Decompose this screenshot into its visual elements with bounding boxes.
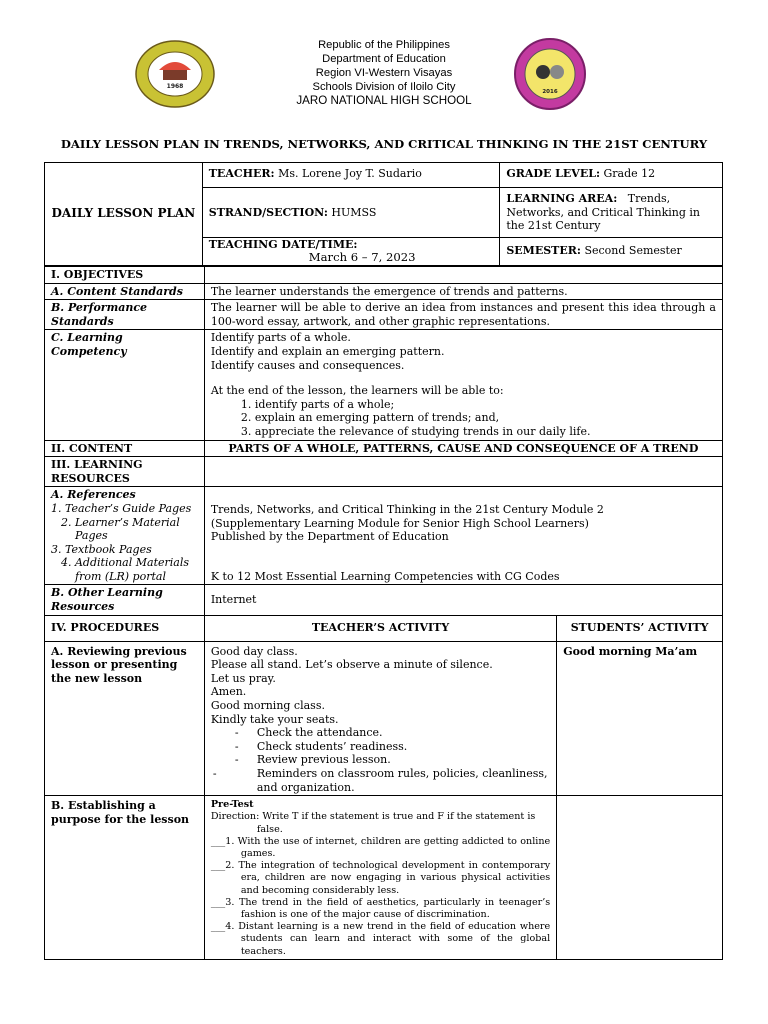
- procedure-b-teacher: Pre-Test Direction: Write T if the statement is true and F if the statement is false. ___1. With the use of internet, children are getting addicted to online games. ___2. The integration of technological development in contemporary era, children are now engaging in various physical activities and becoming considerably less. ___3. The trend in the field of aesthetics, particularly in teenager’s fashion is one of the major cause of discrimination. ___4. Distant learning is a new trend in the field of education where students can learn and interact with some of the global teachers.: [204, 796, 556, 960]
- pretest-item: ___3. The trend in the field of aesthetics, particularly in teenager’s fashion is one of the major cause of discrimination.: [210, 896, 551, 921]
- learning-competency-value: Identify parts of a whole. Identify and explain an emerging pattern. Identify causes and consequences. At the end of the lesson, the learners will be able to: 1. identify parts of a whole; 2. explain an emerging pattern of trends; and, 3. appreciate the relevance of studying trends in our daily life.: [204, 330, 722, 440]
- reference-item: 4. Additional Materials from (LR) portal: [61, 556, 190, 583]
- students-activity-header: STUDENTS’ ACTIVITY: [557, 615, 723, 641]
- lesson-info-table: [44, 162, 723, 266]
- svg-text:2016: 2016: [542, 89, 558, 95]
- procedure-b-label: B. Establishing a purpose for the lesson: [45, 796, 205, 960]
- teacher-cell: TEACHER: Ms. Lorene Joy T. Sudario: [202, 163, 500, 188]
- other-resources-label: B. Other Learning Resources: [45, 585, 205, 615]
- document-title: DAILY LESSON PLAN IN TRENDS, NETWORKS, AND CRITICAL THINKING IN THE 21ST CENTURY: [60, 137, 708, 151]
- procedure-a-students: Good morning Ma’am: [557, 641, 723, 796]
- letterhead-line: Republic of the Philippines: [318, 39, 450, 51]
- lesson-plan-table: [44, 266, 723, 960]
- objectives-empty: [204, 267, 722, 284]
- content-label: II. CONTENT: [45, 440, 205, 457]
- procedure-a-teacher: Good day class. Please all stand. Let’s observe a minute of silence. Let us pray. Amen. Good morning class. Kindly take your seats. - Check the attendance. - Check students’ readiness. - Review previous lesson. - Reminders on classroom rules, policies, cleanliness, and organization.: [204, 641, 556, 796]
- learning-competency-label: C. Learning Competency: [45, 330, 205, 440]
- letterhead-line: Schools Division of Iloilo City: [312, 81, 456, 93]
- dash-item: - Check students’ readiness.: [235, 740, 550, 754]
- letterhead-line: Department of Education: [322, 53, 446, 65]
- svg-text:1968: 1968: [166, 83, 184, 90]
- letterhead: [0, 38, 768, 108]
- objective-item: 3. appreciate the relevance of studying trends in our daily life.: [255, 425, 716, 439]
- procedure-b-students: [557, 796, 723, 960]
- learning-area-cell: LEARNING AREA: Trends, Networks, and Critical Thinking in the 21st Century: [500, 188, 723, 238]
- dash-item: - Review previous lesson.: [235, 753, 550, 767]
- procedure-a-label: A. Reviewing previous lesson or presenting the new lesson: [45, 641, 205, 796]
- letterhead-line: JARO NATIONAL HIGH SCHOOL: [296, 94, 472, 107]
- references-label-cell: A. References 1. Teacher’s Guide Pages 2. Learner’s Material Pages 3. Textbook Pages 4. Additional Materials from (LR) portal: [45, 487, 205, 585]
- performance-standards-label: B. Performance Standards: [45, 300, 205, 330]
- grade-cell: GRADE LEVEL: Grade 12: [500, 163, 723, 188]
- date-cell: TEACHING DATE/TIME: March 6 – 7, 2023: [202, 237, 500, 265]
- dlp-label: DAILY LESSON PLAN: [45, 163, 203, 266]
- objective-item: 1. identify parts of a whole;: [255, 398, 716, 412]
- pretest-item: ___2. The integration of technological development in contemporary era, children are now engaging in various physical activities and becoming considerably less.: [210, 860, 551, 896]
- strand-cell: STRAND/SECTION: HUMSS: [202, 188, 500, 238]
- content-standards-label: A. Content Standards: [45, 283, 205, 300]
- references-value: Trends, Networks, and Critical Thinking in the 21st Century Module 2 (Supplementary Learning Module for Senior High School Learners) Published by the Department of Education K to 12 Most Essential Learning Competencies with CG Codes: [204, 487, 722, 585]
- reference-item: 2. Learner’s Material Pages: [61, 515, 180, 543]
- content-value: PARTS OF A WHOLE, PATTERNS, CAUSE AND CONSEQUENCE OF A TREND: [204, 440, 722, 457]
- dash-item: - Reminders on classroom rules, policies, cleanliness, and organization.: [235, 767, 550, 794]
- content-standards-value: The learner understands the emergence of trends and patterns.: [204, 283, 722, 300]
- reference-item: 1. Teacher’s Guide Pages: [51, 501, 192, 515]
- other-resources-value: Internet: [204, 585, 722, 615]
- pretest-item: ___4. Distant learning is a new trend in the field of education where students can learn and interact with some of the global teachers.: [210, 921, 551, 957]
- performance-standards-value: The learner will be able to derive an idea from instances and present this idea through a 100-word essay, artwork, and other graphic representations.: [204, 300, 722, 330]
- dash-item: - Check the attendance.: [235, 726, 550, 740]
- pretest-item: ___1. With the use of internet, children are getting addicted to online games.: [210, 835, 551, 859]
- procedures-label: IV. PROCEDURES: [45, 615, 205, 641]
- semester-cell: SEMESTER: Second Semester: [500, 237, 723, 265]
- teacher-activity-header: TEACHER’S ACTIVITY: [204, 615, 556, 641]
- learning-resources-empty: [204, 457, 722, 487]
- objectives-heading: I. OBJECTIVES: [45, 267, 205, 284]
- objective-item: 2. explain an emerging pattern of trends; and,: [255, 411, 716, 425]
- learning-resources-label: III. LEARNING RESOURCES: [45, 457, 205, 487]
- reference-item: 3. Textbook Pages: [51, 542, 152, 556]
- letterhead-line: Region VI-Western Visayas: [315, 67, 453, 79]
